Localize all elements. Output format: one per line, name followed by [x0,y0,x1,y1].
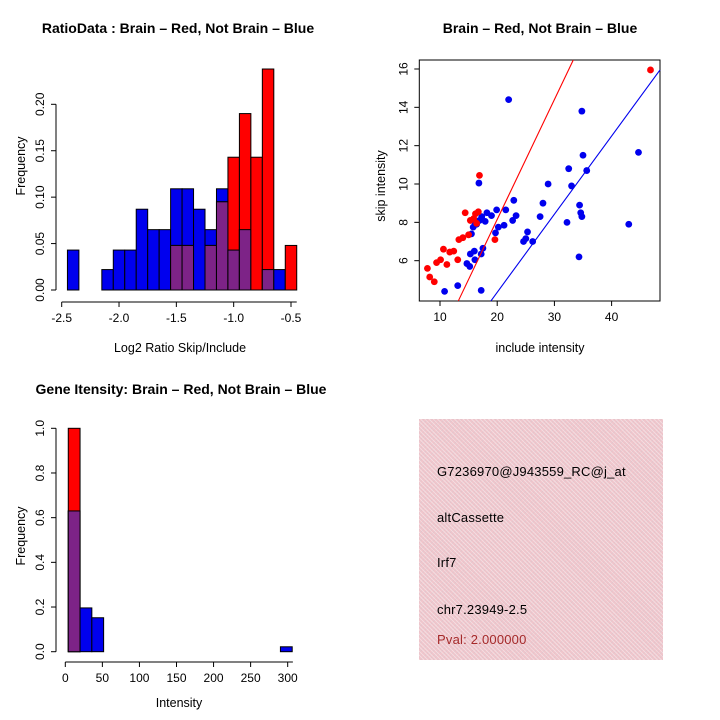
blue-point [510,197,517,204]
blue-bar [67,250,78,290]
x-axis-label: Log2 Ratio Skip/Include [113,341,247,355]
blue-bar [125,250,136,290]
x-tick-label: 150 [166,671,187,685]
x-tick-label: -2.0 [108,311,130,325]
red-point [454,256,461,263]
bars [68,428,292,651]
y-axis-label: skip intensity [374,150,388,222]
gene-info-box [419,419,663,660]
y-tick-label: 0.4 [33,553,47,571]
chart-title: Brain – Red, Not Brain – Blue [442,20,638,36]
gene-intensity-histogram-panel [0,360,360,720]
blue-point [501,222,508,229]
y-tick-label: 10 [396,177,411,191]
x-tick-label: 40 [604,310,619,324]
blue-point [576,202,583,209]
blue-point [492,229,499,236]
blue-point [578,213,585,220]
blue-point [493,206,500,213]
y-tick-label: 0.8 [33,464,47,482]
splice-type-text: altCassette [437,510,505,525]
x-tick-label: 100 [129,671,150,685]
blue-point [635,149,642,156]
blue-point [524,229,531,236]
red-point [492,236,499,243]
red-point [473,220,480,227]
x-tick-label: -1.5 [166,311,187,325]
red-point [476,172,483,179]
blue-point [513,212,520,219]
red-point [431,278,438,285]
blue-point [471,248,478,255]
red-point [424,265,431,272]
overlap-bar [239,230,250,290]
red-bar [251,157,262,290]
blue-point [625,221,632,228]
blue-point [565,165,572,172]
y-tick-label: 0.0 [33,643,47,661]
blue-point [476,180,483,187]
red-bar [285,245,296,290]
bars [67,69,296,290]
y-tick-label: 14 [396,100,411,115]
ratio-histogram-panel [0,0,360,360]
location-text: chr7.23949-2.5 [437,602,528,617]
y-axis-label: Frequency [14,506,28,566]
y-tick-label: 0.15 [33,139,47,163]
red-point [450,248,457,255]
overlap-bar [171,245,182,290]
blue-point [580,152,587,159]
blue-point [540,200,547,207]
y-tick-label: 0.6 [33,509,47,527]
red-point [440,246,447,253]
probe-id-text: G7236970@J943559_RC@j_at [437,464,626,479]
blue-point [482,218,489,225]
red-point [475,208,482,215]
red-point [443,261,450,268]
x-tick-label: 300 [277,671,298,685]
blue-bar [148,230,159,290]
overlap-bar [68,511,80,652]
blue-point [578,108,585,115]
y-tick-label: 0.2 [33,598,47,616]
overlap-bar [228,250,239,290]
blue-point [454,282,461,289]
blue-point [545,181,552,188]
blue-bar [159,230,170,290]
blue-bar [80,608,92,652]
red-bar [262,69,273,290]
blue-point [505,96,512,103]
x-tick-label: 0 [61,671,69,685]
y-tick-label: 16 [396,62,411,76]
chart-title: Gene Itensity: Brain – Red, Not Brain – Blue [35,381,327,397]
intensity-scatter-panel [360,0,720,360]
blue-bar [136,209,147,290]
overlap-bar [262,270,273,290]
blue-bar [92,618,104,652]
plot-box [419,60,660,301]
blue-bar [194,209,205,290]
x-axis-label: Intensity [155,696,203,710]
x-axis-label: include intensity [495,341,585,355]
chart-title: RatioData : Brain – Red, Not Brain – Blue [41,20,315,36]
y-tick-label: 0.00 [33,278,47,302]
blue-point [537,213,544,220]
gene-name-text: Irf7 [437,555,457,570]
y-tick-label: 8 [396,219,411,226]
blue-bar [113,250,124,290]
x-tick-label: 200 [203,671,224,685]
blue-point [478,287,485,294]
not-brain-fit-line [491,70,660,301]
points [424,67,654,295]
y-tick-label: 1.0 [33,419,47,437]
x-tick-label: -0.5 [280,311,302,325]
blue-point [522,235,529,242]
x-tick-label: 10 [433,310,447,324]
blue-point [488,212,495,219]
blue-bar [102,270,113,290]
y-tick-label: 0.05 [33,231,47,256]
y-axis-label: Frequency [14,136,28,196]
blue-bar [280,647,292,652]
axes [414,60,660,306]
blue-point [441,288,448,295]
x-tick-label: 20 [490,310,504,324]
y-tick-label: 12 [396,138,411,153]
y-tick-label: 6 [396,257,411,265]
overlap-bar [216,202,227,290]
x-tick-label: 50 [95,671,110,685]
blue-point [564,219,571,226]
blue-bar [274,270,285,290]
blue-point [576,253,583,260]
x-tick-label: 250 [240,671,261,685]
y-tick-label: 0.20 [33,92,47,116]
red-point [437,256,444,263]
x-tick-label: 30 [547,310,562,324]
x-tick-label: -1.0 [223,311,245,325]
overlap-bar [205,245,216,290]
x-tick-label: -2.5 [51,311,73,325]
brain-fit-line [458,60,573,301]
pval-text: Pval: 2.000000 [437,632,527,647]
y-tick-label: 0.10 [33,185,47,209]
blue-point [466,263,473,270]
red-point [465,231,472,238]
fit-lines [458,60,660,301]
red-point [647,67,654,74]
red-point [462,209,469,216]
overlap-bar [182,245,193,290]
